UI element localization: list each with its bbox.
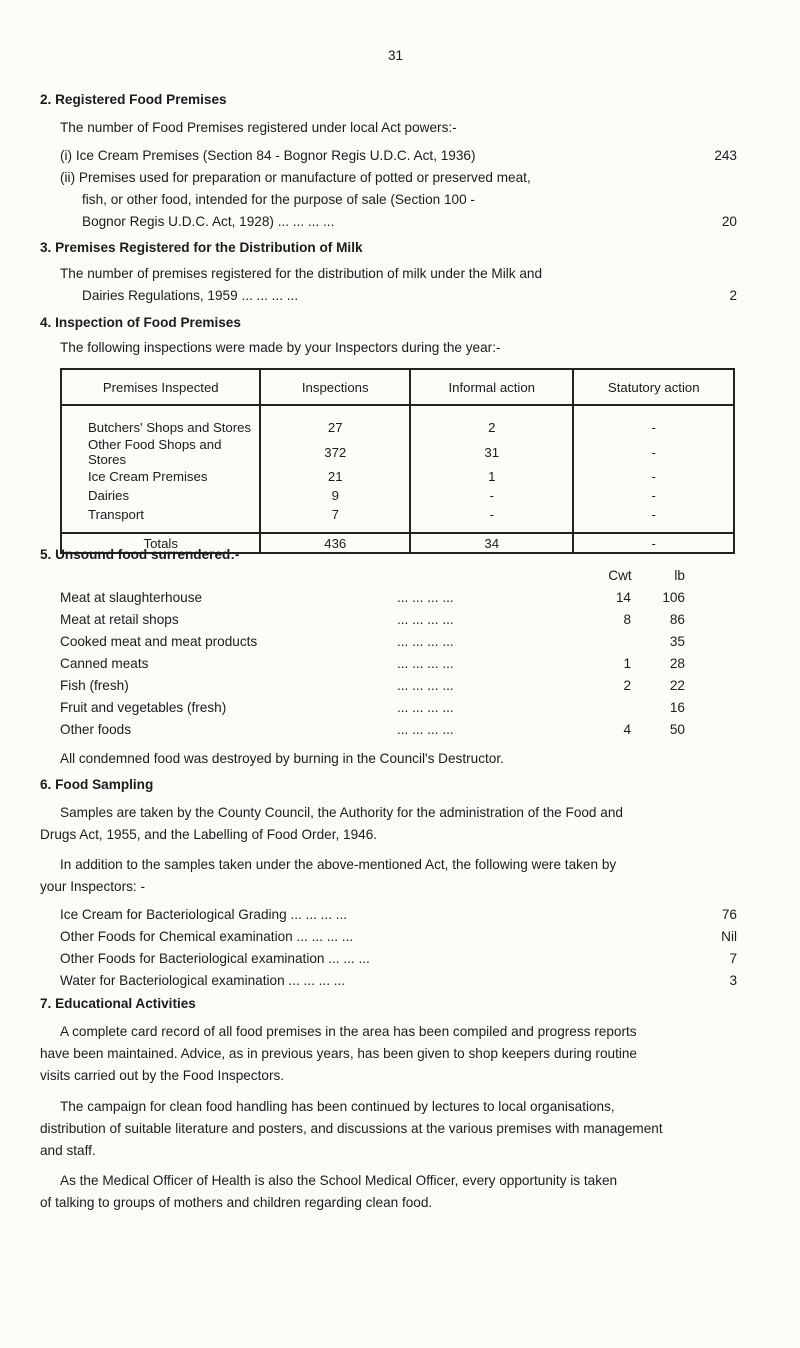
section-2-item-1-value: 243 — [714, 148, 737, 163]
section-7-para-1-line-3: visits carried out by the Food Inspectors. — [40, 1068, 285, 1083]
surrendered-item-lb: 16 — [669, 700, 685, 715]
inspections-table — [60, 368, 735, 554]
section-7-para-2-line-3: and staff. — [40, 1143, 96, 1158]
table-header: Premises Inspected — [61, 369, 260, 405]
table-cell: 9 — [260, 486, 410, 505]
leader-dots: ... ... ... ... — [397, 656, 454, 671]
sampling-item-value: 3 — [729, 973, 737, 988]
surrendered-item-lb: 35 — [669, 634, 685, 649]
surrendered-item-lb: 22 — [669, 678, 685, 693]
table-cell: - — [573, 533, 734, 553]
section-2-item-1: (i) Ice Cream Premises (Section 84 - Bognor Regis U.D.C. Act, 1936) — [60, 148, 476, 163]
table-row — [61, 405, 734, 437]
table-cell: 436 — [260, 533, 410, 553]
section-2-intro: The number of Food Premises registered under local Act powers:- — [60, 120, 457, 135]
page-number: 31 — [388, 48, 404, 63]
table-cell: Butchers' Shops and Stores — [61, 405, 260, 437]
sampling-item-value: 76 — [721, 907, 737, 922]
section-3-line-2: Dairies Regulations, 1959 ... ... ... ... — [82, 288, 299, 303]
table-cell: - — [573, 505, 734, 533]
table-cell: Ice Cream Premises — [61, 467, 260, 486]
surrendered-item-label: Canned meats — [60, 656, 149, 671]
section-2-item-2-line-3: Bognor Regis U.D.C. Act, 1928) ... ... ... ... — [82, 214, 335, 229]
leader-dots: ... ... ... ... — [397, 700, 454, 715]
sampling-item-label: Other Foods for Bacteriological examination ... ... ... — [60, 951, 370, 966]
table-cell: - — [573, 467, 734, 486]
table-cell: 21 — [260, 467, 410, 486]
table-cell: Totals — [61, 533, 260, 553]
section-7-para-3-line-2: of talking to groups of mothers and children regarding clean food. — [40, 1195, 433, 1210]
surrendered-item-cwt: 1 — [623, 656, 631, 671]
column-header-cwt: Cwt — [608, 568, 632, 583]
table-cell: Other Food Shops and Stores — [61, 437, 260, 467]
section-2-item-2-line-1: (ii) Premises used for preparation or manufacture of potted or preserved meat, — [60, 170, 531, 185]
section-4-intro: The following inspections were made by your Inspectors during the year:- — [60, 340, 501, 355]
section-7-para-2-line-1: The campaign for clean food handling has been continued by lectures to local organisations, — [60, 1099, 615, 1114]
section-7-para-3-line-1: As the Medical Officer of Health is also the School Medical Officer, every opportunity is taken — [60, 1173, 618, 1188]
section-7-heading: 7. Educational Activities — [40, 996, 196, 1011]
surrendered-item-cwt: 4 — [623, 722, 631, 737]
table-row — [61, 505, 734, 533]
table-header: Statutory action — [573, 369, 734, 405]
surrendered-item-cwt: 8 — [623, 612, 631, 627]
section-2-item-2-line-2: fish, or other food, intended for the purpose of sale (Section 100 - — [82, 192, 475, 207]
surrendered-item-label: Meat at retail shops — [60, 612, 179, 627]
table-cell: Dairies — [61, 486, 260, 505]
section-7-para-1-line-2: have been maintained. Advice, as in previous years, has been given to shop keepers during routine — [40, 1046, 637, 1061]
surrendered-item-lb: 50 — [669, 722, 685, 737]
leader-dots: ... ... ... ... — [397, 634, 454, 649]
table-row — [61, 486, 734, 505]
leader-dots: ... ... ... ... — [397, 590, 454, 605]
table-cell: - — [573, 486, 734, 505]
sampling-item-value: 7 — [729, 951, 737, 966]
surrendered-item-lb: 106 — [662, 590, 685, 605]
table-cell: 7 — [260, 505, 410, 533]
section-6-para-1-line-2: Drugs Act, 1955, and the Labelling of Food Order, 1946. — [40, 827, 378, 842]
table-cell: - — [573, 405, 734, 437]
section-6-para-2-line-2: your Inspectors: - — [40, 879, 146, 894]
table-cell: 1 — [410, 467, 573, 486]
surrendered-item-label: Cooked meat and meat products — [60, 634, 258, 649]
section-3-value: 2 — [729, 288, 737, 303]
leader-dots: ... ... ... ... — [397, 678, 454, 693]
column-header-lb: lb — [674, 568, 685, 583]
surrendered-item-lb: 28 — [669, 656, 685, 671]
table-cell: 27 — [260, 405, 410, 437]
section-7-para-2-line-2: distribution of suitable literature and posters, and discussions at the various premises with management — [40, 1121, 663, 1136]
sampling-item-label: Other Foods for Chemical examination ... ... ... ... — [60, 929, 354, 944]
table-cell: - — [410, 505, 573, 533]
section-6-heading: 6. Food Sampling — [40, 777, 154, 792]
section-2-heading: 2. Registered Food Premises — [40, 92, 227, 107]
surrendered-item-label: Meat at slaughterhouse — [60, 590, 203, 605]
surrendered-item-label: Fruit and vegetables (fresh) — [60, 700, 227, 715]
surrendered-item-label: Fish (fresh) — [60, 678, 129, 693]
surrendered-item-cwt: 2 — [623, 678, 631, 693]
section-2-item-2-value: 20 — [721, 214, 737, 229]
section-5-note: All condemned food was destroyed by burning in the Council's Destructor. — [60, 751, 504, 766]
leader-dots: ... ... ... ... — [397, 722, 454, 737]
section-6-para-2-line-1: In addition to the samples taken under the above-mentioned Act, the following were taken by — [60, 857, 617, 872]
sampling-item-label: Water for Bacteriological examination ... ... ... ... — [60, 973, 346, 988]
table-header: Informal action — [410, 369, 573, 405]
surrendered-item-lb: 86 — [669, 612, 685, 627]
table-header: Inspections — [260, 369, 410, 405]
table-header-row — [61, 369, 734, 405]
table-row — [61, 467, 734, 486]
table-cell: 34 — [410, 533, 573, 553]
sampling-item-label: Ice Cream for Bacteriological Grading ... ... ... ... — [60, 907, 348, 922]
sampling-item-value: Nil — [721, 929, 737, 944]
table-cell: - — [410, 486, 573, 505]
surrendered-item-cwt: 14 — [615, 590, 631, 605]
table-row — [61, 437, 734, 467]
table-cell: - — [573, 437, 734, 467]
section-3-line-1: The number of premises registered for the distribution of milk under the Milk and — [60, 266, 543, 281]
section-5-heading: 5. Unsound food surrendered:- — [40, 547, 240, 562]
section-6-para-1-line-1: Samples are taken by the County Council, the Authority for the administration of the Food and — [60, 805, 623, 820]
section-4-heading: 4. Inspection of Food Premises — [40, 315, 241, 330]
section-7-para-1-line-1: A complete card record of all food premises in the area has been compiled and progress reports — [60, 1024, 637, 1039]
table-cell: 2 — [410, 405, 573, 437]
section-3-heading: 3. Premises Registered for the Distribution of Milk — [40, 240, 363, 255]
surrendered-item-label: Other foods — [60, 722, 132, 737]
table-cell: Transport — [61, 505, 260, 533]
table-cell: 372 — [260, 437, 410, 467]
table-cell: 31 — [410, 437, 573, 467]
leader-dots: ... ... ... ... — [397, 612, 454, 627]
